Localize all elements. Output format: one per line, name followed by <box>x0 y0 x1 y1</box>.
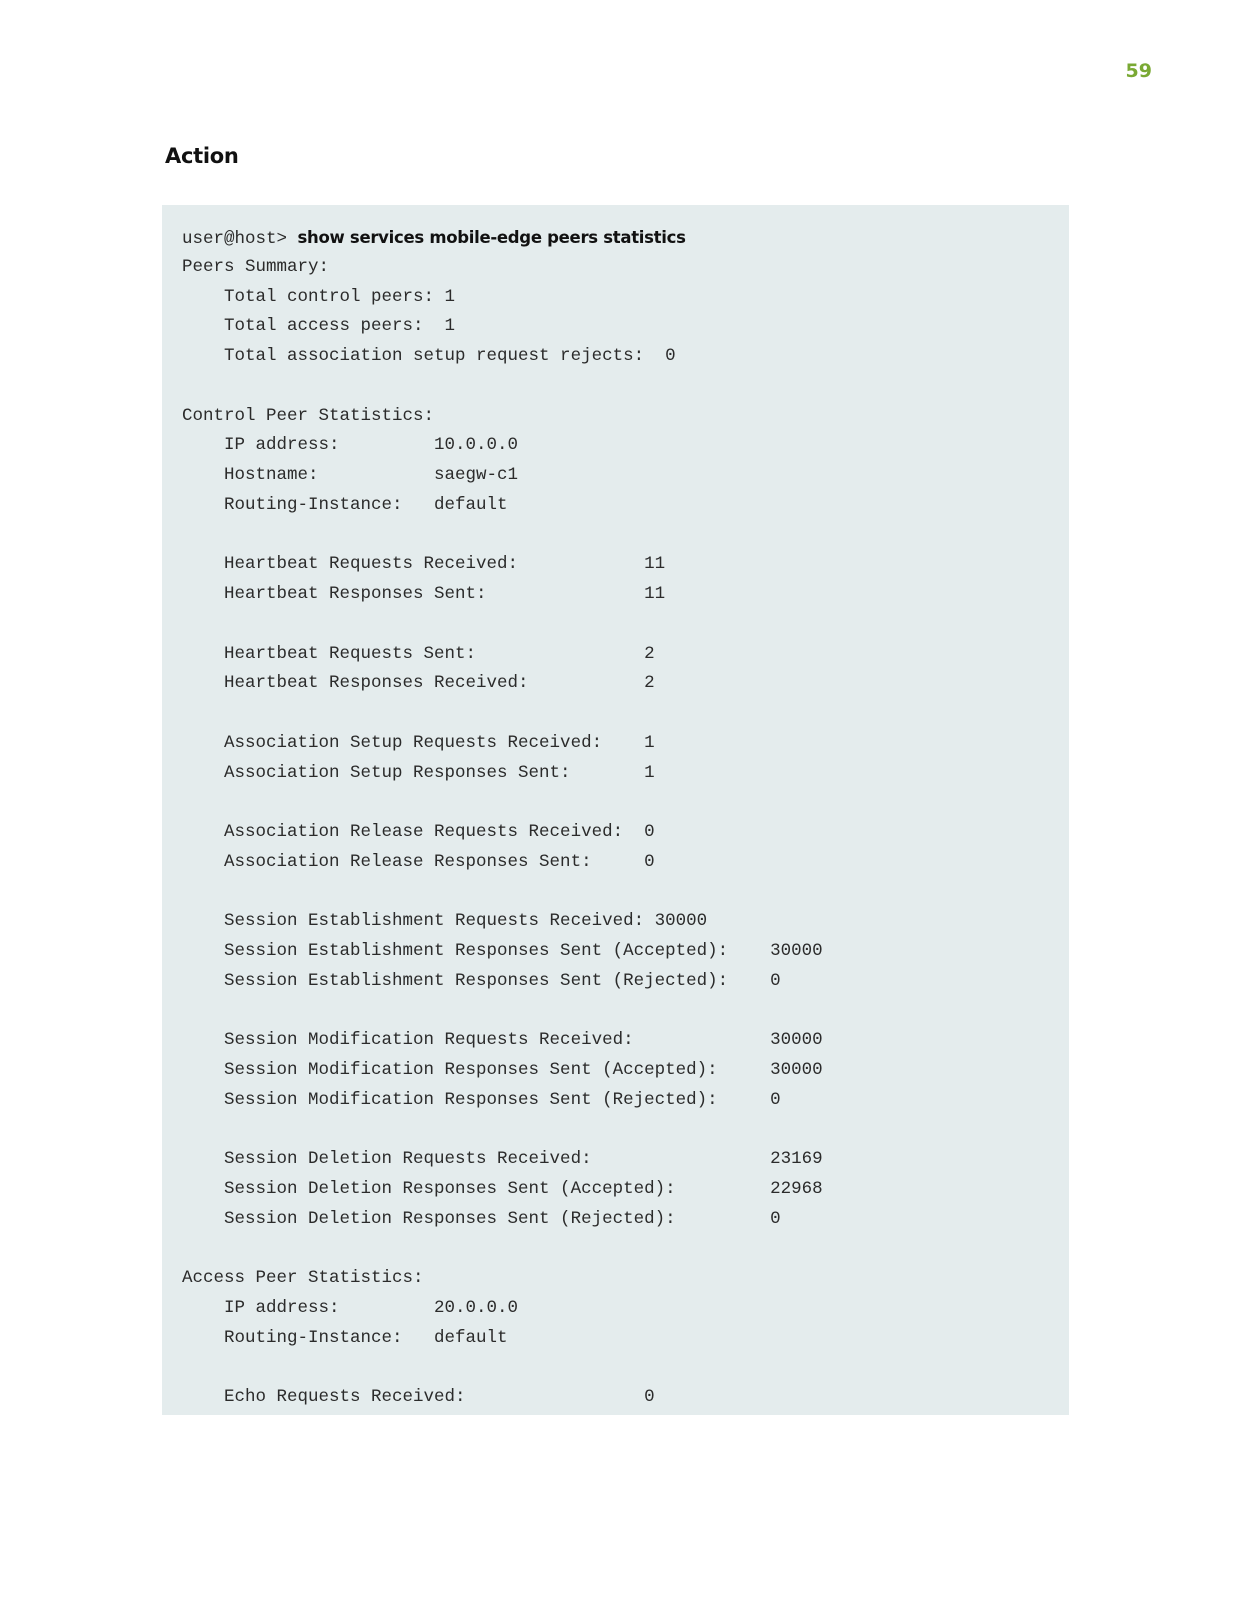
output-line: Session Modification Requests Received: 30000 <box>182 1030 823 1051</box>
output-line: Control Peer Statistics: <box>182 405 435 426</box>
output-line: Heartbeat Requests Sent: 2 <box>182 643 655 664</box>
output-line: IP address: 20.0.0.0 <box>182 1298 519 1318</box>
output-line: Session Modification Responses Sent (Rejected): 0 <box>182 1089 781 1110</box>
cli-output-lines <box>182 223 1059 1413</box>
output-line: Association Setup Requests Received: 1 <box>182 732 655 753</box>
output-line: Association Release Responses Sent: 0 <box>182 851 655 872</box>
output-line: Session Deletion Responses Sent (Accepted): 22968 <box>182 1179 823 1199</box>
blank-line <box>182 610 1059 640</box>
blank-line <box>182 699 1059 729</box>
output-line: Session Deletion Requests Received: 23169 <box>182 1149 823 1170</box>
blank-line <box>182 788 1059 818</box>
blank-line <box>182 1116 1059 1146</box>
output-line: Routing-Instance: default <box>182 1327 508 1348</box>
output-line: Heartbeat Responses Sent: 11 <box>182 584 666 604</box>
blank-line <box>182 878 1059 908</box>
command-line <box>182 223 1059 253</box>
output-line: Session Establishment Responses Sent (Rejected): 0 <box>182 970 781 991</box>
cli-prompt: user@host> <box>182 229 298 249</box>
output-line: Heartbeat Responses Received: 2 <box>182 673 655 694</box>
output-line: Session Establishment Requests Received: 30000 <box>182 911 708 932</box>
page-number: 59 <box>1125 60 1152 82</box>
output-line: Total access peers: 1 <box>182 316 456 337</box>
output-line: Session Modification Responses Sent (Accepted): 30000 <box>182 1060 823 1080</box>
output-line: Heartbeat Requests Received: 11 <box>182 554 666 575</box>
output-line: IP address: 10.0.0.0 <box>182 435 519 456</box>
output-line: Access Peer Statistics: <box>182 1268 424 1289</box>
blank-line <box>182 372 1059 402</box>
output-line: Total control peers: 1 <box>182 286 456 307</box>
output-line: Echo Requests Received: 0 <box>182 1387 655 1408</box>
output-line: Total association setup request rejects: 0 <box>182 346 676 366</box>
output-line: Routing-Instance: default <box>182 494 508 515</box>
output-line: Association Setup Responses Sent: 1 <box>182 762 655 783</box>
blank-line <box>182 521 1059 551</box>
blank-line <box>182 997 1059 1027</box>
output-line: Hostname: saegw-c1 <box>182 465 519 485</box>
blank-line <box>182 1235 1059 1265</box>
output-line: Peers Summary: <box>182 256 330 277</box>
output-line: Session Deletion Responses Sent (Rejected): 0 <box>182 1208 781 1229</box>
output-line: Session Establishment Responses Sent (Accepted): 30000 <box>182 941 823 961</box>
blank-line <box>182 1354 1059 1384</box>
cli-output-block <box>162 205 1069 1415</box>
output-line: Association Release Requests Received: 0 <box>182 822 655 842</box>
cli-command: show services mobile-edge peers statistics <box>297 228 686 247</box>
section-heading: Action <box>165 144 239 168</box>
